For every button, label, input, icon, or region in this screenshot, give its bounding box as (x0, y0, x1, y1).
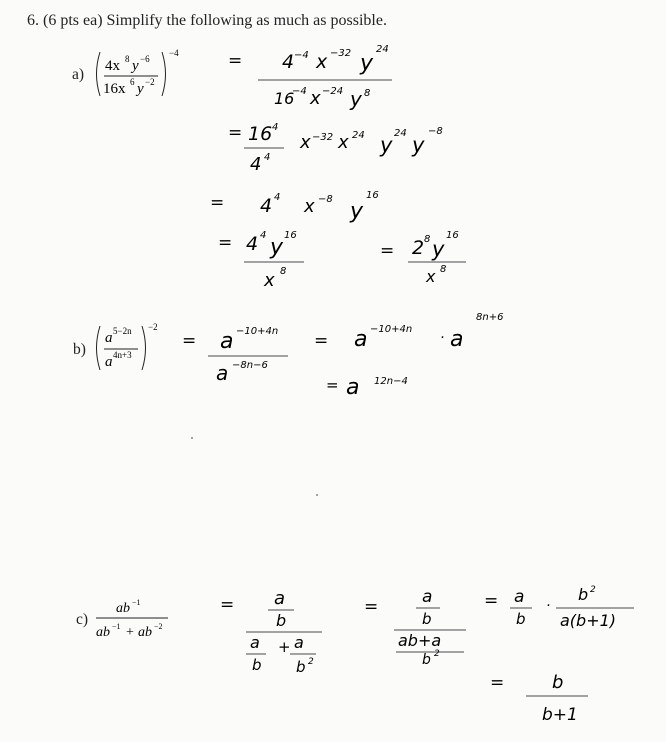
a3-a-exp: 4 (274, 192, 281, 203)
a-den-x-exp: 6 (130, 77, 135, 87)
a1-num: 4 (282, 51, 295, 73)
c3-f2-num-exp: 2 (590, 585, 596, 595)
right-paren (142, 326, 146, 370)
c-den1-exp: −1 (112, 622, 121, 631)
b2-t1-exp: −10+4n (370, 324, 413, 335)
a2-x2-exp: 24 (352, 130, 365, 141)
b-num: a (105, 330, 113, 346)
scan-speck (191, 437, 193, 439)
a4-num2-exp: 8 (424, 234, 431, 245)
eq-sign: = (364, 597, 379, 617)
eq-sign: = (182, 331, 197, 351)
a3-c: y (350, 199, 364, 224)
c1-bot1-den: b (252, 656, 262, 674)
c1-top-num: a (274, 588, 286, 609)
part-c-work-line-1 (220, 584, 330, 680)
b2-t1: a (354, 327, 368, 352)
part-b-work-line-3 (326, 368, 446, 406)
b-outer-exp: −2 (148, 322, 158, 332)
part-c-expression (94, 594, 174, 649)
part-b-label: b) (73, 341, 86, 358)
a3-a: 4 (260, 195, 273, 217)
right-paren (162, 52, 166, 96)
part-c-label: c) (76, 611, 89, 628)
a1-den-exp: −4 (292, 86, 307, 97)
a4-num-y-exp: 16 (284, 230, 297, 241)
eq-sign: = (326, 376, 339, 394)
b1-num: a (220, 329, 234, 354)
eq-sign: = (220, 595, 235, 615)
c3-f2-num: b (578, 585, 589, 604)
c-num: ab (116, 601, 130, 616)
part-b-work-line-2 (314, 306, 534, 360)
c-num-exp: −1 (132, 598, 141, 607)
b2-t2: a (450, 327, 464, 352)
a4-den: x (264, 270, 275, 291)
a4-num2-y: y (432, 237, 445, 261)
c2-top-num: a (422, 587, 433, 607)
part-c-work-line-4 (490, 668, 600, 732)
a2-y1-exp: 24 (394, 128, 407, 139)
c1-top-den: b (276, 611, 287, 630)
a2-y1: y (380, 133, 393, 157)
part-a-expression (92, 44, 192, 109)
a2-y2: y (412, 133, 425, 157)
eq-sign: = (218, 233, 233, 253)
part-a-work-line-1 (228, 42, 408, 118)
problem-heading: 6. (6 pts ea) Simplify the following as much as possible. (27, 12, 387, 29)
a1-num-exp: −4 (294, 50, 309, 61)
a4-num2-y-exp: 16 (446, 230, 459, 241)
a2-y2-exp: −8 (428, 126, 443, 137)
a4-num-exp: 4 (260, 230, 267, 241)
a1-num-x: x (316, 51, 328, 73)
b-den: a (105, 354, 113, 370)
c-den2-exp: −2 (154, 622, 163, 631)
b3-t-exp: 12n−4 (374, 376, 408, 387)
b2-dot: · (440, 330, 445, 346)
a2-den: 4 (250, 154, 262, 175)
a1-den-y-exp: 8 (364, 88, 371, 99)
a3-b-exp: −8 (318, 194, 333, 205)
part-c-work-line-2 (364, 584, 474, 668)
c-plus: + (126, 625, 134, 640)
c1-bot2-den-exp: 2 (308, 657, 314, 667)
a1-den-x: x (310, 88, 321, 109)
c1-bot1-num: a (250, 633, 260, 652)
c2-bot-num: ab+a (398, 631, 442, 650)
part-a-work-line-4 (218, 222, 488, 298)
b3-t: a (346, 375, 360, 400)
a-num-y: y (132, 58, 139, 74)
a1-num-x-exp: −32 (330, 48, 352, 59)
part-a-label: a) (72, 66, 85, 83)
a-den-y: y (137, 81, 144, 97)
part-a-work-line-2 (228, 112, 488, 182)
a4-den2-exp: 8 (440, 264, 447, 275)
c3-f2-den: a(b+1) (560, 611, 617, 630)
a-den-coef: 16x (103, 81, 126, 97)
a2-x1: x (300, 132, 311, 153)
c2-top-den: b (422, 610, 432, 628)
a3-b: x (304, 196, 315, 217)
b1-num-exp: −10+4n (236, 326, 279, 337)
a4-num-y: y (270, 235, 284, 260)
c3-f1-den: b (516, 610, 526, 628)
a1-den: 16 (274, 89, 295, 108)
a-den-y-exp: −2 (145, 77, 155, 87)
a-num-x-exp: 8 (125, 54, 130, 64)
a1-num-y: y (360, 51, 374, 76)
a2-den-exp: 4 (264, 152, 271, 163)
a-num-coef: 4x (105, 58, 120, 74)
a4-num2: 2 (412, 237, 425, 259)
a4-den-exp: 8 (280, 266, 287, 277)
eq-sign: = (210, 193, 225, 213)
left-paren (97, 326, 101, 370)
b2-t2-exp: 8n+6 (476, 312, 504, 323)
a3-c-exp: 16 (366, 190, 379, 201)
a4-num: 4 (246, 233, 259, 255)
c1-plus: + (278, 638, 291, 656)
scan-speck (316, 494, 318, 496)
a-outer-exp: −4 (169, 48, 179, 58)
b-num-exp: 5−2n (113, 326, 132, 336)
part-c-work-line-3 (484, 582, 644, 646)
a1-den-y: y (350, 87, 362, 111)
eq-sign-2: = (380, 241, 395, 261)
part-b-work-line-1 (182, 318, 302, 386)
c4-num: b (552, 672, 564, 693)
eq-sign: = (484, 591, 499, 611)
c2-bot-den-exp: 2 (434, 649, 440, 659)
a2-num-exp: 4 (272, 122, 279, 133)
a2-num: 16 (248, 123, 273, 145)
c3-f1-num: a (514, 587, 525, 607)
a-num-y-exp: −6 (140, 54, 150, 64)
part-b-expression (92, 318, 172, 383)
eq-sign: = (228, 51, 243, 71)
eq-sign: = (490, 673, 505, 693)
a2-x1-exp: −32 (312, 132, 334, 143)
a1-num-y-exp: 24 (376, 44, 389, 55)
eq-sign: = (314, 331, 329, 351)
c-den2: ab (138, 625, 152, 640)
c1-bot2-den: b (296, 658, 306, 676)
left-paren (97, 52, 101, 96)
a4-den2: x (426, 267, 436, 286)
c4-den: b+1 (542, 705, 578, 725)
c3-dot: · (546, 598, 551, 614)
a1-den-x-exp: −24 (322, 86, 344, 97)
a2-x2: x (338, 132, 349, 153)
c-den1: ab (96, 625, 110, 640)
eq-sign: = (228, 123, 243, 143)
c1-bot2-num: a (294, 633, 304, 652)
b1-den-exp: −8n−6 (232, 360, 268, 371)
b1-den: a (216, 361, 229, 385)
b-den-exp: 4n+3 (113, 350, 132, 360)
c2-bot-den: b (422, 652, 431, 668)
